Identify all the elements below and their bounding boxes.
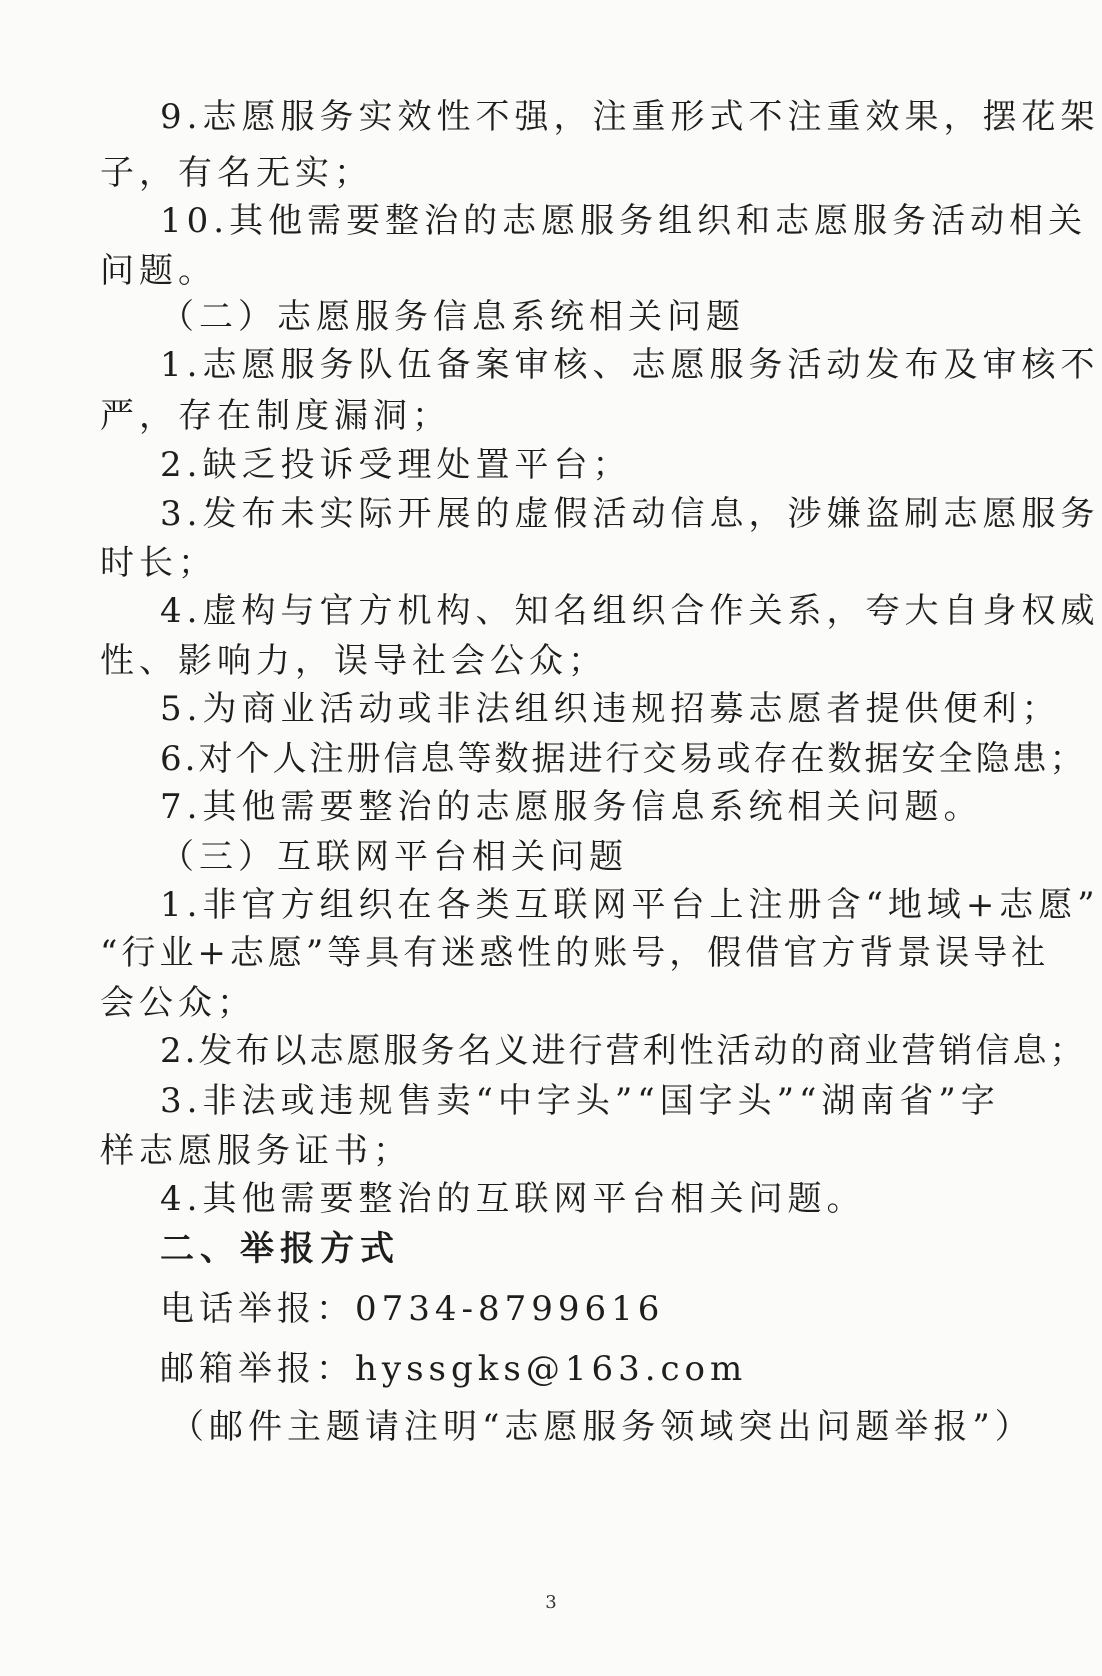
text-line: 5.为商业活动或非法组织违规招募志愿者提供便利； <box>160 689 1061 729</box>
text-line: 2.缺乏投诉受理处置平台； <box>160 445 632 485</box>
page-number: 3 <box>545 1592 557 1613</box>
text-line: 样志愿服务证书； <box>100 1131 412 1171</box>
text-line: “行业+志愿”等具有迷惑性的账号，假借官方背景误导社 <box>100 933 1050 973</box>
text-line: 2.发布以志愿服务名义进行营利性活动的商业营销信息； <box>160 1031 1087 1071</box>
text-line: 3.非法或违规售卖“中字头”“国字头”“湖南省”字 <box>160 1081 1000 1121</box>
text-line: 1.非官方组织在各类互联网平台上注册含“地域+志愿” <box>160 885 1100 925</box>
text-line: 3.发布未实际开展的虚假活动信息，涉嫌盗刷志愿服务 <box>160 494 1100 534</box>
section-heading: 二、举报方式 <box>160 1229 400 1269</box>
text-line: 性、影响力，误导社会公众； <box>100 641 607 681</box>
section-subtitle: （三）互联网平台相关问题 <box>160 837 628 877</box>
text-line: 4.其他需要整治的互联网平台相关问题。 <box>160 1179 866 1219</box>
text-line: 1.志愿服务队伍备案审核、志愿服务活动发布及审核不 <box>160 345 1100 385</box>
email-report-line: 邮箱举报：hyssgks@163.com <box>160 1349 748 1389</box>
text-line: 严，存在制度漏洞； <box>100 396 451 436</box>
phone-report-line: 电话举报：0734-8799616 <box>160 1289 665 1329</box>
email-subject-note: （邮件主题请注明“志愿服务领域突出问题举报”） <box>170 1407 1034 1447</box>
section-subtitle: （二）志愿服务信息系统相关问题 <box>160 297 745 337</box>
text-line: 10.其他需要整治的志愿服务组织和志愿服务活动相关 <box>160 201 1088 241</box>
text-line: 时长； <box>100 543 217 583</box>
text-line: 会公众； <box>100 983 256 1023</box>
text-line: 子，有名无实； <box>100 153 373 193</box>
text-line: 6.对个人注册信息等数据进行交易或存在数据安全隐患； <box>160 739 1087 779</box>
text-line: 4.虚构与官方机构、知名组织合作关系，夸大自身权威 <box>160 591 1100 631</box>
text-line: 9.志愿服务实效性不强，注重形式不注重效果，摆花架 <box>160 97 1100 137</box>
text-line: 问题。 <box>100 251 217 291</box>
text-line: 7.其他需要整治的志愿服务信息系统相关问题。 <box>160 787 983 827</box>
